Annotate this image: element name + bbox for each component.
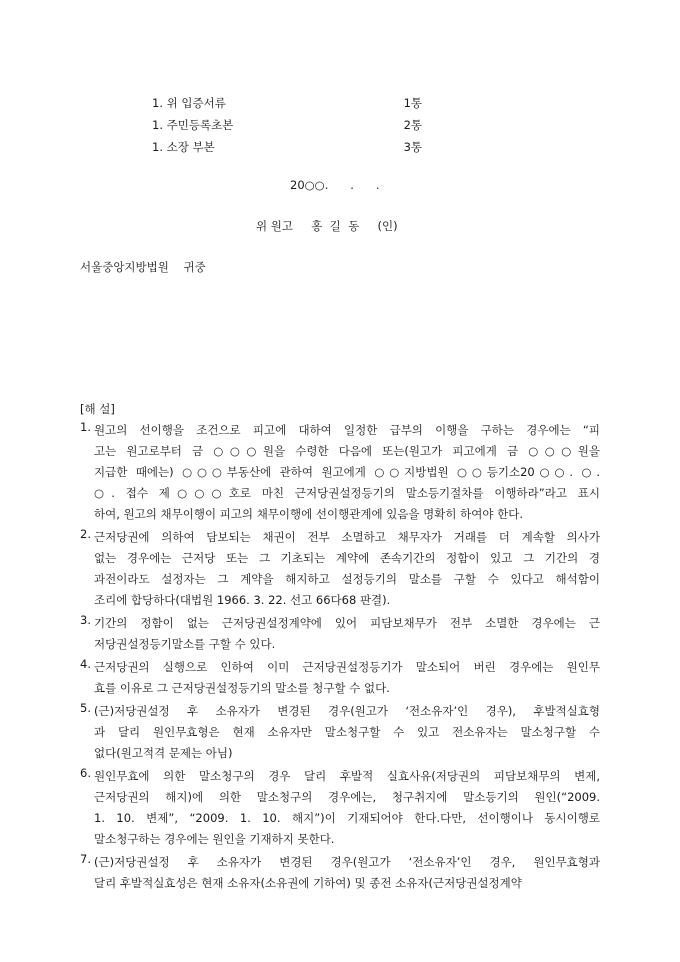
commentary-line: 지급한 때에는) ○○○부동산에 관하여 원고에게 ○○지방법원 ○○등기소20○○. ○.	[94, 465, 600, 479]
commentary-line: ○. 접수 제○○○호로 마친 근저당권설정등기의 말소등기절차를 이행하라”라고 표시	[94, 486, 600, 500]
commentary-line: 없다(원고적격 문제는 아님)	[94, 746, 233, 760]
commentary-line: 조리에 합당하다(대법원 1966. 3. 22. 선고 66다68 판결).	[94, 593, 391, 607]
plaintiff-signature: 위 원고 홍 길 동 (인)	[256, 219, 398, 233]
commentary-line: 과전이라도 설정자는 그 계약을 해지하고 설정등기의 말소를 구할 수 있다고 해석함이	[94, 572, 600, 586]
commentary-line: 하여, 원고의 채무이행이 피고의 채무이행에 선이행관계에 있음을 명확히 하여야 한다.	[94, 507, 524, 521]
attachment-name: 1. 소장 부본	[152, 140, 215, 154]
commentary-line: 기간의 정함이 없는 근저당권설정계약에 있어 피담보채무가 전부 소멸한 경우에는 근	[94, 616, 600, 630]
commentary-line: 1. 10. 변제”, “2009. 1. 10. 해지”)이 기재되어야 한다.다만, 선이행이나 동시이행로	[94, 811, 600, 825]
commentary-item	[80, 701, 600, 764]
commentary-item-number: 7.	[80, 852, 91, 866]
commentary-line: 달리 후발적실효성은 현재 소유자(소유권에 기하여) 및 종전 소유자(근저당권설정계약	[94, 876, 522, 890]
attachment-name: 1. 주민등록초본	[152, 118, 234, 132]
attachment-item	[152, 117, 422, 135]
commentary-line: 원고의 선이행을 조건으로 피고에 대하여 일정한 급부의 이행을 구하는 경우에는 “피	[94, 423, 600, 437]
attachment-item	[152, 95, 422, 113]
commentary-section	[80, 398, 600, 896]
commentary-item	[80, 527, 600, 611]
commentary-item-number: 6.	[80, 766, 91, 780]
commentary-item-number: 4.	[80, 657, 91, 671]
commentary-item-number: 5.	[80, 701, 91, 715]
court-addressee: 서울중앙지방법원 귀중	[80, 260, 206, 274]
commentary-line: 저당권설정등기말소를 구할 수 있다.	[94, 637, 276, 651]
commentary-item	[80, 852, 600, 894]
attachment-qty: 2통	[403, 118, 422, 132]
document-date: 20○○. . .	[290, 178, 380, 192]
commentary-line: 없는 경우에는 근저당 또는 그 기초되는 계약에 존속기간의 정함이 있고 그 기간의 경	[94, 551, 600, 565]
attachment-qty: 3통	[403, 140, 422, 154]
commentary-item	[80, 657, 600, 699]
commentary-line: 말소청구하는 경우에는 원인을 기재하지 못한다.	[94, 832, 335, 846]
commentary-line: (근)저당권설정 후 소유자가 변경된 경우(원고가 ‘전소유자’인 경우, 원인무효형과	[94, 855, 600, 869]
commentary-line: 고는 원고로부터 금 ○○○원을 수령한 다음에 또는(원고가 피고에게 금 ○○○원을	[94, 444, 600, 458]
commentary-item-number: 2.	[80, 527, 91, 541]
commentary-item	[80, 613, 600, 655]
commentary-line: (근)저당권설정 후 소유자가 변경된 경우(원고가 ‘전소유자’인 경우), 후발적실효형	[94, 704, 600, 718]
commentary-item-number: 3.	[80, 613, 91, 627]
attachment-name: 1. 위 입증서류	[152, 96, 226, 110]
commentary-list	[80, 420, 600, 894]
commentary-item-number: 1.	[80, 420, 91, 434]
commentary-line: 원인무효에 의한 말소청구의 경우 달리 후발적 실효사유(저당권의 피담보채무의 변제,	[94, 769, 600, 783]
commentary-item	[80, 420, 600, 525]
commentary-item	[80, 766, 600, 850]
commentary-line: 근저당권에 의하여 담보되는 채권이 전부 소멸하고 채무자가 거래를 더 계속할 의사가	[94, 530, 600, 544]
commentary-heading: [해 설]	[80, 402, 115, 416]
commentary-line: 효를 이유로 그 근저당권설정등기의 말소를 청구할 수 없다.	[94, 681, 390, 695]
commentary-line: 과 달리 원인무효형은 현재 소유자만 말소청구할 수 있고 전소유자는 말소청구할 수	[94, 725, 600, 739]
attachment-item	[152, 139, 422, 157]
commentary-line: 근저당권의 실행으로 인하여 이미 근저당권설정등기가 말소되어 버린 경우에는 원인무	[94, 660, 600, 674]
commentary-line: 근저당권의 해지)에 의한 말소청구의 경우에는, 청구취지에 말소등기의 원인(“2009.	[94, 790, 600, 804]
attachment-qty: 1통	[403, 96, 422, 110]
